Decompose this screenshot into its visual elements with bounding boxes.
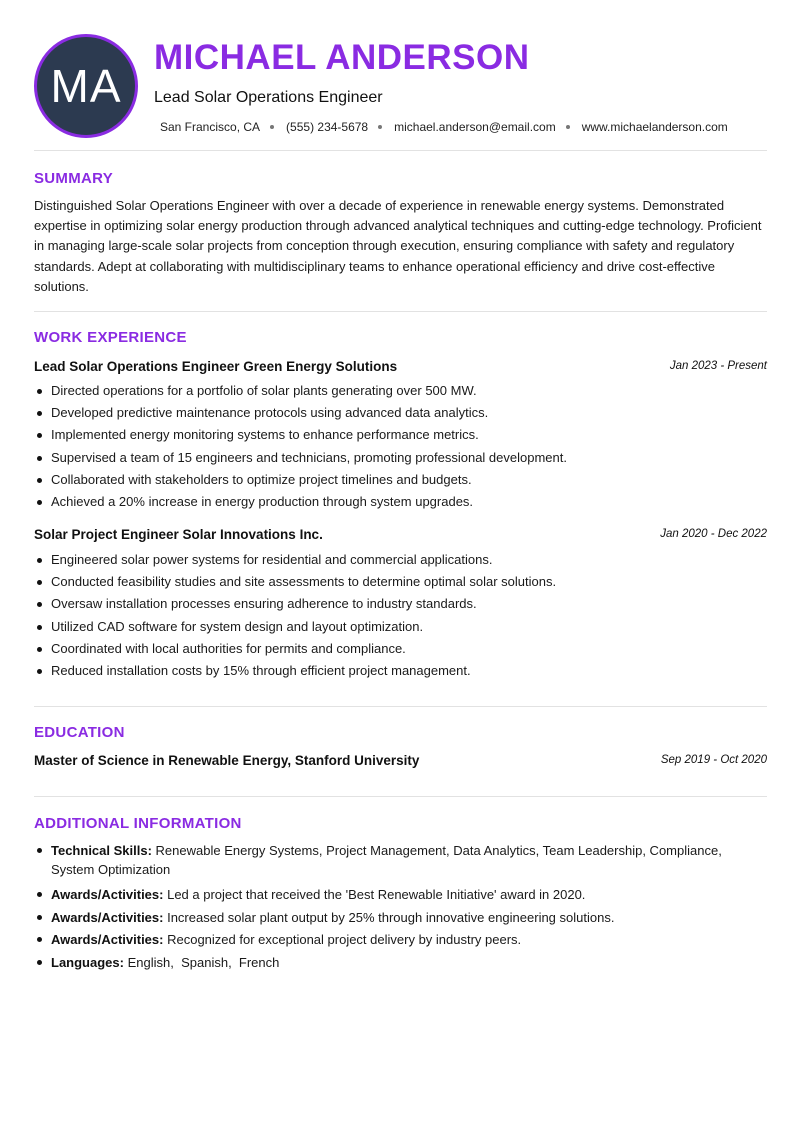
job-role: Solar Project Engineer Solar Innovations Inc. (34, 527, 323, 542)
job-role: Lead Solar Operations Engineer Green Energy Solutions (34, 359, 398, 374)
list-item: Achieved a 20% increase in energy production through system upgrades. (34, 491, 767, 513)
contact-website[interactable]: www.michaelanderson.com (581, 120, 728, 134)
job-header (34, 527, 767, 545)
separator-dot (270, 125, 274, 129)
list-item: Collaborated with stakeholders to optimize project timelines and budgets. (34, 469, 767, 491)
contact-info (160, 120, 728, 134)
list-item: Utilized CAD software for system design and layout optimization. (34, 616, 767, 638)
awards-text: Led a project that received the 'Best Renewable Initiative' award in 2020. (167, 887, 586, 902)
list-item: Directed operations for a portfolio of solar plants generating over 500 MW. (34, 380, 767, 402)
section-divider (34, 150, 767, 151)
education-heading: EDUCATION (34, 724, 125, 741)
list-item (34, 885, 767, 904)
job-header (34, 359, 767, 377)
avatar (34, 34, 138, 138)
additional-info-list (34, 841, 767, 975)
education-dates: Sep 2019 - Oct 2020 (660, 754, 767, 766)
language: , Spanish (170, 955, 228, 970)
job-bullets (34, 380, 767, 513)
languages-label: Languages: (51, 954, 124, 970)
list-item: Implemented energy monitoring systems to enhance performance metrics. (34, 424, 767, 446)
awards-text: Increased solar plant output by 25% through innovative engineering solutions. (167, 909, 615, 925)
awards-text: Recognized for exceptional project delivery by industry peers. (167, 932, 522, 947)
additional-info-heading: ADDITIONAL INFORMATION (34, 815, 242, 832)
list-item: Coordinated with local authorities for permits and compliance. (34, 638, 767, 660)
section-divider (34, 796, 767, 797)
contact-location: San Francisco, CA (160, 120, 261, 134)
section-divider (34, 311, 767, 312)
degree: Master of Science in Renewable Energy, Stanford University (34, 753, 420, 768)
job-dates: Jan 2020 - Dec 2022 (660, 528, 767, 540)
list-item (34, 930, 767, 949)
language: English (127, 954, 171, 970)
separator-dot (566, 125, 570, 129)
avatar-initials: MA (50, 60, 122, 112)
list-item: Oversaw installation processes ensuring adherence to industry standards. (34, 593, 767, 615)
awards-label: Awards/Activities: (51, 932, 164, 947)
list-item: Engineered solar power systems for residential and commercial applications. (34, 549, 767, 571)
awards-label: Awards/Activities: (51, 909, 164, 925)
summary-text: Distinguished Solar Operations Engineer with over a decade of experience in renewable energy systems. Demonstrated expertise in optimizing solar energy production through advanced analytical techniques and cutting-edge technology. Proficient in managing large-scale solar projects from conception through execution, ensuring compliance with safety and regulatory standards. Adept at collaborating with multidisciplinary teams to enhance operational efficiency and drive cost-effective solutions. (34, 198, 762, 294)
list-item (34, 908, 767, 927)
language: , French (228, 955, 279, 970)
list-item (34, 841, 767, 879)
job-dates: Jan 2023 - Present (669, 360, 767, 372)
list-item: Developed predictive maintenance protocols using advanced data analytics. (34, 402, 767, 424)
list-item (34, 953, 767, 972)
skills-label: Technical Skills: (51, 843, 152, 858)
contact-phone: (555) 234-5678 (286, 120, 369, 134)
skills-text: Renewable Energy Systems, Project Management, Data Analytics, Team Leadership, Compliance, System Optimization (51, 843, 722, 877)
job-bullets (34, 549, 767, 682)
awards-label: Awards/Activities: (51, 887, 164, 902)
list-item: Supervised a team of 15 engineers and technicians, promoting professional development. (34, 447, 767, 469)
education-entry (34, 753, 767, 771)
summary-heading: SUMMARY (34, 170, 114, 187)
candidate-title: Lead Solar Operations Engineer (154, 89, 383, 106)
list-item: Conducted feasibility studies and site assessments to determine optimal solar solutions. (34, 571, 767, 593)
separator-dot (378, 125, 382, 129)
resume-header (34, 34, 767, 138)
section-divider (34, 706, 767, 707)
candidate-name: MICHAEL ANDERSON (154, 38, 530, 77)
work-experience-heading: WORK EXPERIENCE (34, 329, 187, 346)
list-item: Reduced installation costs by 15% through efficient project management. (34, 660, 767, 682)
contact-email[interactable]: michael.anderson@email.com (394, 120, 556, 134)
